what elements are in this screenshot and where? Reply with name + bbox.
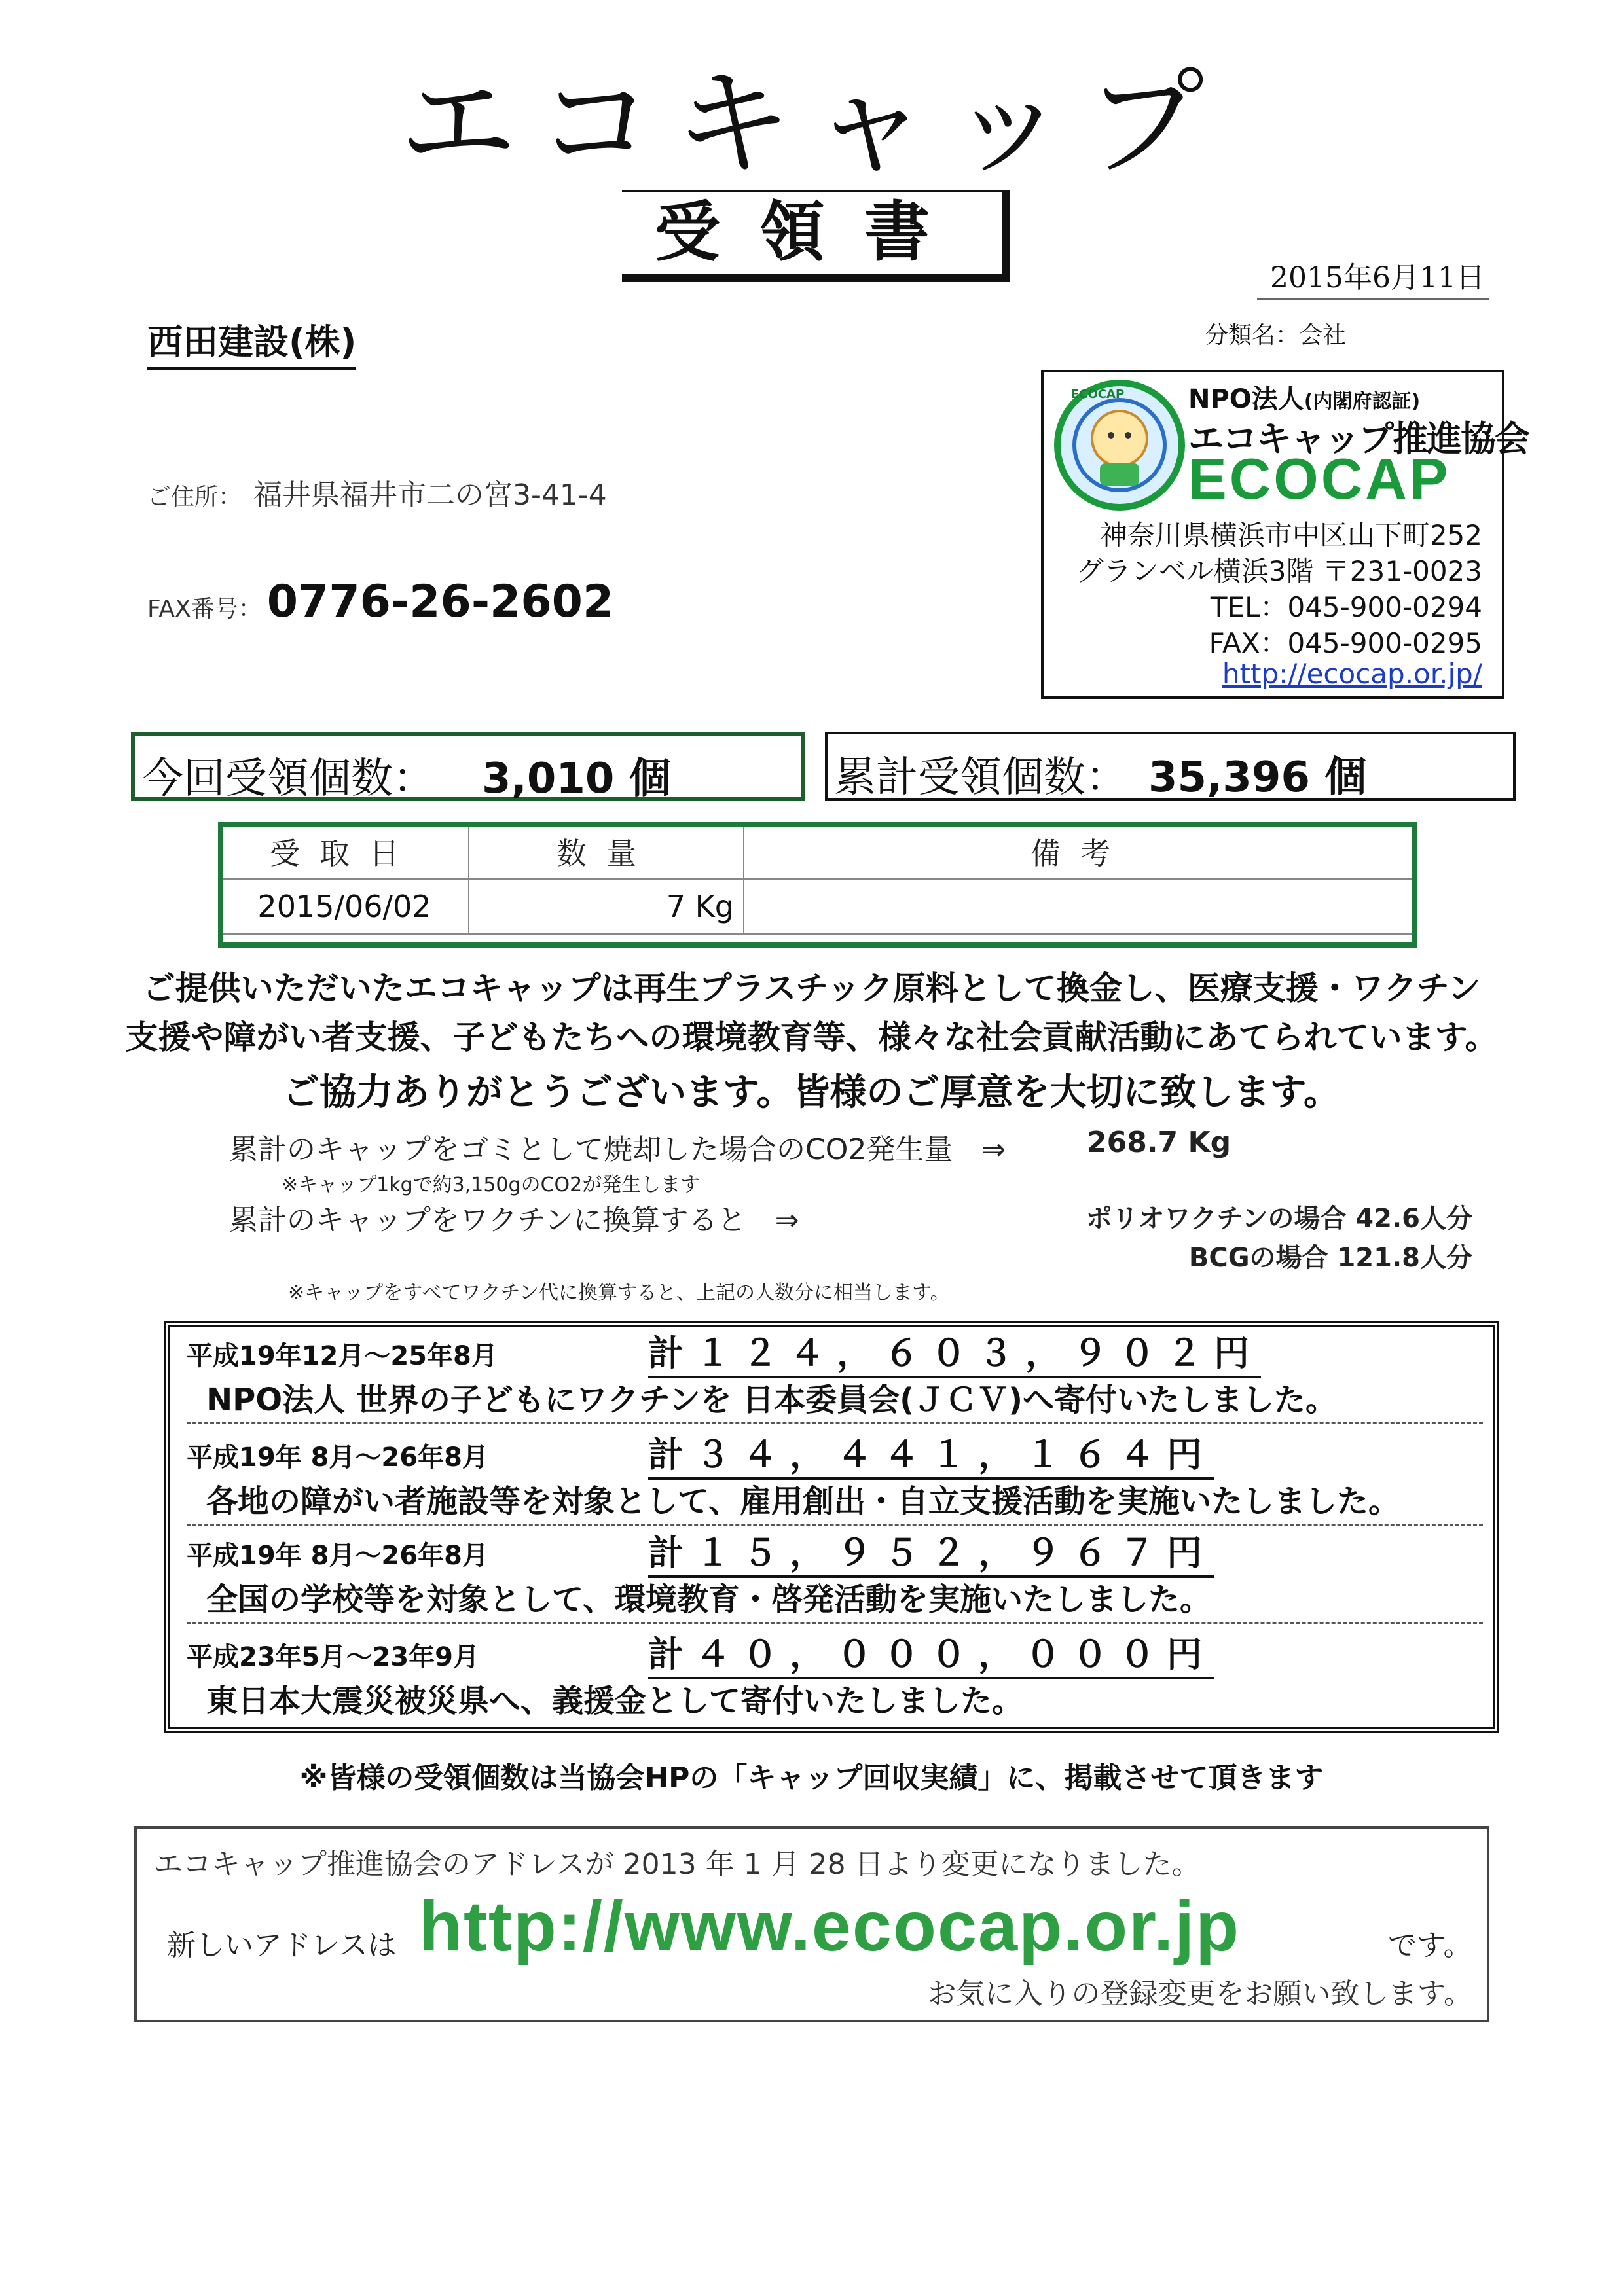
- current-count-box: [131, 732, 805, 801]
- donation-period: 平成19年12月～25年8月: [187, 1341, 498, 1371]
- fax-value: 0776-26-2602: [266, 576, 614, 628]
- footer-note: ※皆様の受領個数は当協会HPの「キャップ回収実績」に、掲載させて頂きます: [299, 1761, 1324, 1795]
- donation-total: 計４０，０００，０００円: [648, 1626, 1214, 1679]
- co2-label: 累計のキャップをゴミとして焼却した場合のCO2発生量 ⇒: [229, 1133, 1006, 1166]
- org-address-1: 神奈川県横浜市中区山下町252: [1099, 519, 1482, 551]
- recipient-name: 西田建設(株): [147, 314, 356, 370]
- donation-period: 平成19年 8月～26年8月: [187, 1541, 488, 1571]
- table-header-row: [220, 824, 1417, 879]
- co2-note: ※キャップ1kgで約3,150gのCO2が発生します: [282, 1174, 701, 1196]
- donation-description: 各地の障がい者施設等を対象として、雇用創出・自立支援活動を実施いたしました。: [187, 1476, 1483, 1526]
- cell-date: 2015/06/02: [220, 879, 469, 934]
- vaccine-label: 累計のキャップをワクチンに換算すると ⇒: [229, 1204, 799, 1237]
- org-fax: FAX：045-900-0295: [1209, 627, 1482, 659]
- org-address-2: グランベル横浜3階 〒231-0023: [1076, 555, 1482, 587]
- donation-period: 平成23年5月～23年9月: [187, 1642, 479, 1672]
- header-quantity: 数量: [469, 824, 744, 879]
- header-date: 受取日: [220, 824, 469, 879]
- total-count-value: 35,396 個: [1148, 753, 1367, 802]
- document-subtitle: 受領書: [655, 194, 969, 270]
- donation-total: 計３４，４４１，１６４円: [648, 1427, 1214, 1480]
- category-label: 分類名：会社: [1205, 322, 1347, 349]
- donation-description: NPO法人 世界の子どもにワクチンを 日本委員会(ＪＣＶ)へ寄付いたしました。: [187, 1374, 1483, 1424]
- org-brand: ECOCAP: [1188, 446, 1451, 511]
- table-row: [220, 879, 1417, 934]
- org-tel: TEL：045-900-0294: [1210, 591, 1482, 623]
- new-url-link[interactable]: http://www.ecocap.or.jp: [419, 1886, 1241, 1965]
- donation-description: 全国の学校等を対象として、環境教育・啓発活動を実施いたしました。: [187, 1574, 1483, 1624]
- cell-note: [744, 879, 1417, 934]
- current-count-label: 今回受領個数：: [141, 755, 435, 803]
- address-value: 福井県福井市二の宮3-41-4: [253, 478, 607, 512]
- logo-eye: [1108, 432, 1114, 439]
- polio-value: ポリオワクチンの場合 42.6人分: [1085, 1204, 1472, 1234]
- org-npo: [1188, 378, 1420, 416]
- logo-eye: [1125, 432, 1131, 439]
- document-title: エコキャップ: [399, 56, 1224, 192]
- address-label: ご住所：: [147, 484, 242, 511]
- co2-value: 268.7 Kg: [1087, 1126, 1231, 1159]
- donation-total: 計１５，９５２，９６７円: [648, 1525, 1214, 1578]
- vaccine-note: ※キャップをすべてワクチン代に換算すると、上記の人数分に相当します。: [288, 1282, 950, 1304]
- message-line-1: ご提供いただいたエコキャップは再生プラスチック原料として換金し、医療支援・ワクチン: [142, 969, 1481, 1007]
- total-count-label: 累計受領個数：: [834, 753, 1127, 802]
- logo-cap: [1100, 463, 1139, 486]
- total-count-box: [825, 732, 1516, 801]
- donation-description: 東日本大震災被災県へ、義援金として寄付いたしました。: [206, 1683, 1024, 1719]
- fax-label: FAX番号：: [147, 596, 262, 622]
- org-name: エコキャップ推進協会: [1188, 418, 1529, 459]
- recipient-fax: [147, 576, 613, 628]
- org-url-link[interactable]: http://ecocap.or.jp/: [1222, 658, 1482, 690]
- org-cert: (内閣府認証): [1304, 390, 1421, 413]
- bcg-value: BCGの場合 121.8人分: [1188, 1243, 1472, 1273]
- address-notice-suffix: です。: [1388, 1929, 1472, 1962]
- thanks-message: ご協力ありがとうございます。皆様のご厚意を大切に致します。: [282, 1071, 1341, 1114]
- header-note: 備考: [744, 824, 1417, 879]
- logo-text: ECOCAP: [1071, 387, 1125, 401]
- recipient-address: [147, 471, 607, 513]
- message-line-2: 支援や障がい者支援、子どもたちへの環境教育等、様々な社会貢献活動にあてられています。: [125, 1018, 1498, 1056]
- address-notice-prefix: 新しいアドレスは: [167, 1929, 397, 1962]
- donation-period: 平成19年 8月～26年8月: [187, 1443, 488, 1473]
- address-notice-line-3: お気に入りの登録変更をお願い致します。: [927, 1977, 1472, 2011]
- issue-date: 2015年6月11日: [1257, 254, 1489, 300]
- cell-quantity: 7 Kg: [469, 879, 744, 934]
- address-notice-line-1: エコキャップ推進協会のアドレスが 2013 年 1 月 28 日より変更になりました。: [154, 1848, 1201, 1881]
- current-count-value: 3,010 個: [482, 755, 671, 803]
- logo-baby-face: [1091, 410, 1148, 467]
- donation-total: 計１２４，６０３，９０２円: [648, 1325, 1261, 1378]
- receipts-table: [219, 823, 1417, 935]
- org-npo-label: NPO法人: [1188, 384, 1304, 414]
